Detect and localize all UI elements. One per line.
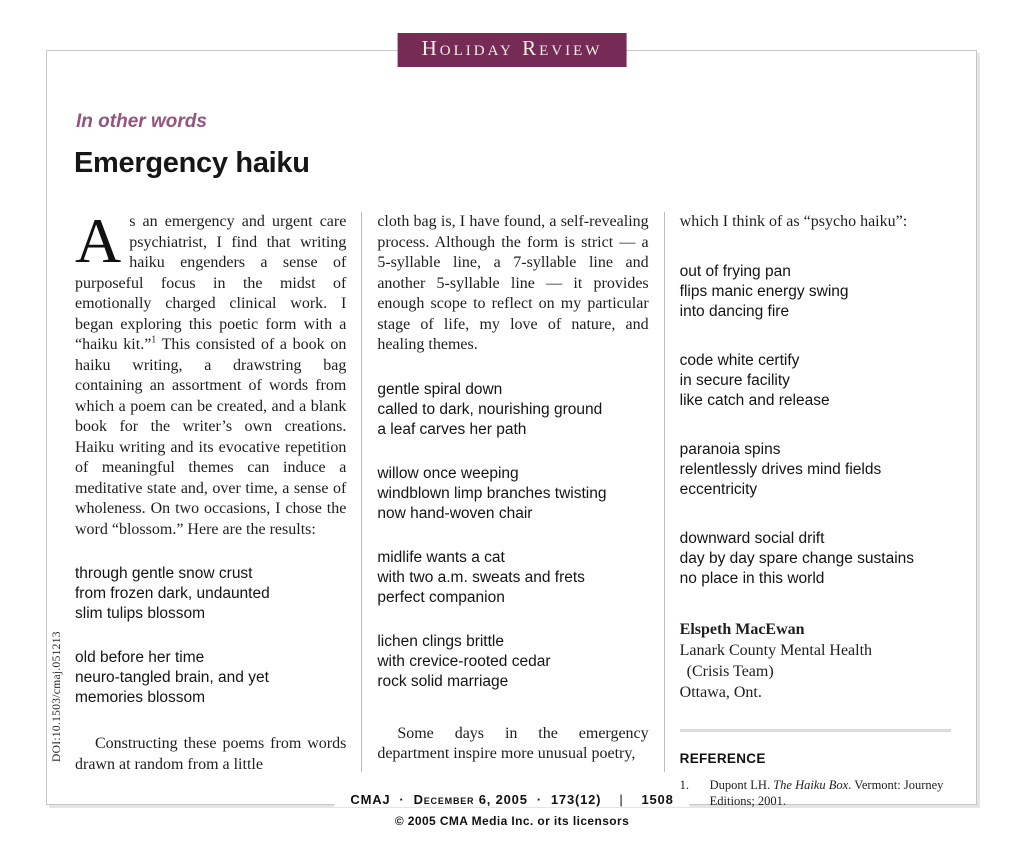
paragraph: cloth bag is, I have found, a self-revealing process. Although the form is strict — a 5-syllable line, a 7-syllable line and another 5-syllable line — it provides enough scope to reflect on my particular stage of life, my love of nature, and healing themes. — [377, 213, 649, 353]
haiku-line: perfect companion — [377, 588, 505, 606]
reference-text-part: . Vermont: Journey Editions; 2001. — [709, 778, 944, 808]
doi-sidebar: DOI:10.1503/cmaj.051213 — [51, 631, 63, 762]
haiku-stanza — [377, 380, 648, 440]
reference-item — [680, 777, 951, 809]
paragraph-text: This consisted of a book on haiku writing, a drawstring bag containing an assortment of words from which a poem can be created, and a blank book for the writer’s own creations. Haiku writing and its evocative repetition of meaningful themes can induce a meditative state and, over time, a sense of wholeness. On two occasions, I chose the word “blossom.” Here are the results: — [75, 336, 347, 538]
haiku-line: into dancing fire — [679, 302, 790, 320]
haiku-line: with two a.m. sweats and frets — [377, 568, 585, 586]
paragraph-text: s an emergency and urgent care psychiatrist, I find that writing haiku engenders a sense of purposeful focus in the midst of emotionally charged clinical work. I began exploring this poetic form with a “haiku kit.” — [75, 213, 347, 353]
paragraph: Some days in the emergency department inspire more unusual poetry, — [377, 724, 649, 762]
haiku-stanza — [377, 632, 648, 692]
reference-rule — [680, 729, 951, 732]
column-divider — [361, 212, 362, 772]
haiku-line: paranoia spins — [679, 440, 781, 458]
article-title: Emergency haiku — [74, 147, 310, 179]
paragraph-intro — [75, 205, 347, 540]
footer-copyright: © 2005 CMA Media Inc. or its licensors — [394, 814, 630, 828]
haiku-line: like catch and release — [679, 391, 830, 409]
column-3 — [679, 212, 951, 808]
haiku-line: called to dark, nourishing ground — [377, 400, 603, 418]
haiku-line: gentle spiral down — [377, 380, 503, 398]
haiku-line: in secure facility — [679, 371, 790, 389]
haiku-line: out of frying pan — [679, 262, 791, 280]
author-affiliation: Lanark County Mental Health — [679, 641, 873, 659]
haiku-line: lichen clings brittle — [377, 632, 504, 650]
footer-journal: CMAJ — [350, 792, 391, 807]
haiku-stanza — [680, 440, 951, 500]
haiku-stanza — [75, 648, 346, 708]
reference-text-part: Dupont LH. — [709, 778, 774, 792]
haiku-stanza — [680, 529, 951, 589]
footer-citation — [334, 792, 689, 807]
haiku-line: old before her time — [75, 649, 205, 666]
haiku-line: relentlessly drives mind fields — [679, 460, 882, 478]
haiku-line: midlife wants a cat — [377, 548, 505, 566]
column-1 — [75, 205, 347, 773]
column-divider — [664, 212, 665, 772]
haiku-line: eccentricity — [679, 480, 758, 498]
haiku-stanza — [680, 262, 951, 322]
haiku-line: downward social drift — [679, 529, 825, 547]
paragraph: Constructing these poems from words drawn at random from a little — [75, 735, 347, 773]
haiku-line: neuro-tangled brain, and yet — [75, 669, 269, 686]
reference-number: 1. — [679, 778, 690, 792]
haiku-line: code white certify — [679, 351, 800, 369]
haiku-line: windblown limp branches twisting — [377, 484, 607, 502]
section-banner — [398, 33, 627, 67]
haiku-line: now hand-woven chair — [377, 504, 533, 522]
haiku-line: with crevice-rooted cedar — [377, 652, 551, 670]
haiku-line: a leaf carves her path — [377, 420, 527, 438]
haiku-stanza — [75, 564, 346, 624]
footer-date: December 6, 2005 — [413, 792, 528, 807]
footer-separator: · — [399, 792, 405, 807]
haiku-line: slim tulips blossom — [75, 605, 206, 622]
reference-heading: REFERENCE — [679, 750, 766, 766]
footer-bar: | — [619, 792, 624, 807]
haiku-line: rock solid marriage — [377, 672, 509, 690]
haiku-line: from frozen dark, undaunted — [75, 585, 270, 602]
haiku-line: no place in this world — [679, 569, 825, 587]
haiku-line: day by day spare change sustains — [679, 549, 915, 567]
haiku-line: willow once weeping — [377, 464, 519, 482]
haiku-line: memories blossom — [75, 689, 206, 706]
author-location: Ottawa, Ont. — [679, 683, 762, 701]
paragraph: which I think of as “psycho haiku”: — [679, 213, 908, 230]
reference-superscript: 1 — [151, 334, 157, 346]
haiku-line: flips manic energy swing — [679, 282, 849, 300]
drop-cap: A — [75, 205, 122, 276]
author-block — [680, 619, 951, 703]
author-affiliation: (Crisis Team) — [686, 662, 774, 680]
author-name: Elspeth MacEwan — [679, 620, 805, 638]
haiku-stanza — [377, 548, 648, 608]
series-title: In other words — [76, 111, 207, 132]
section-banner-label: Holiday Review — [421, 36, 603, 60]
reference-book-title: The Haiku Box — [773, 778, 849, 792]
haiku-stanza — [377, 464, 648, 524]
reference-text — [710, 777, 951, 809]
haiku-stanza — [680, 351, 951, 411]
column-2 — [377, 212, 648, 772]
haiku-line: through gentle snow crust — [75, 565, 253, 582]
footer-separator: · — [536, 792, 542, 807]
footer-volume-issue: 173(12) — [550, 792, 602, 807]
footer-page-number: 1508 — [641, 792, 674, 807]
